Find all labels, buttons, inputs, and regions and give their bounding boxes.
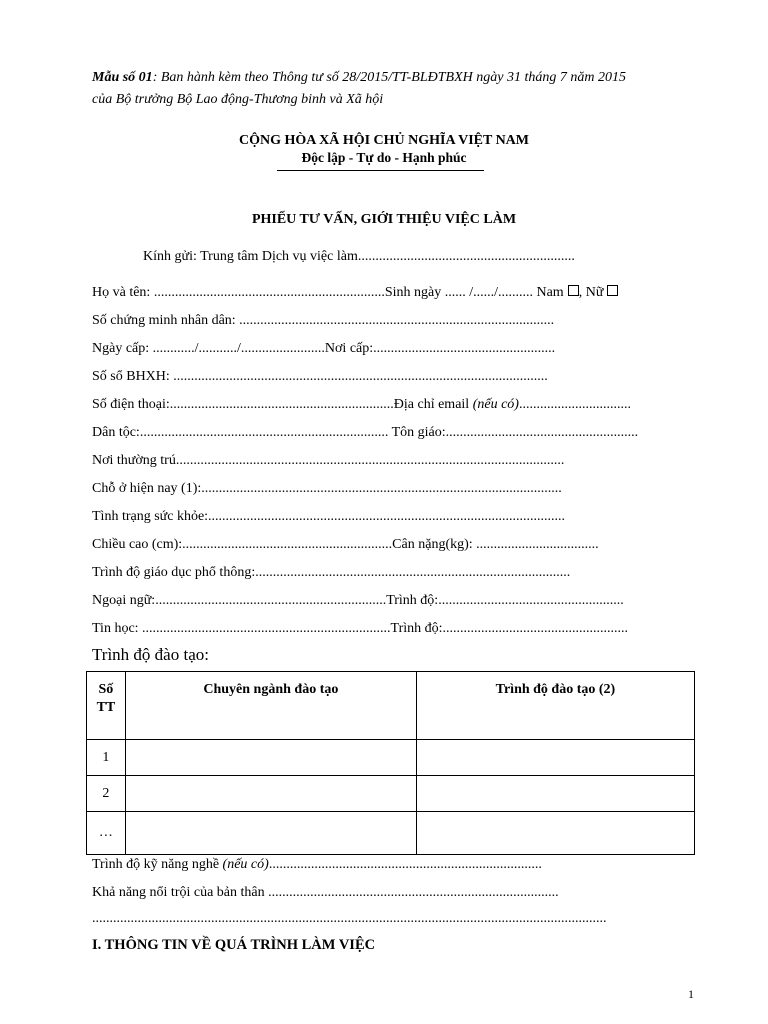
major-cell[interactable] (125, 776, 416, 812)
col-stt-line1: Số (98, 682, 114, 697)
field-id-number: Số chứng minh nhân dân: .......................................................................................... (92, 313, 555, 328)
level-cell[interactable] (416, 776, 694, 812)
addressee: Kính gửi: Trung tâm Dịch vụ việc làm.............................................................. (143, 249, 575, 264)
col-major-header: Chuyên ngành đào tạo (125, 672, 416, 740)
table-row (87, 740, 695, 776)
col-level-header: Trình độ đào tạo (2) (416, 672, 694, 740)
header-note-rest: : Ban hành kèm theo Thông tư số 28/2015/TT-BLĐTBXH ngày 31 tháng 7 năm 2015 (152, 70, 626, 85)
form-title: PHIẾU TƯ VẤN, GIỚI THIỆU VIỆC LÀM (251, 212, 517, 227)
field-blank-line: ................................................................................................................................................... (92, 911, 607, 926)
page-number: 1 (688, 987, 694, 1001)
col-stt-line2: TT (96, 700, 116, 715)
vocational-optional-note: (nếu có) (222, 857, 269, 872)
national-title: CỘNG HÒA XÃ HỘI CHỦ NGHĨA VIỆT NAM (238, 133, 529, 148)
field-issue: Ngày cấp: ............/.........../........................Nơi cấp:.................................................... (92, 341, 556, 356)
field-health: Tình trạng sức khỏe:...................................................................................................... (92, 509, 566, 524)
form-number: Mẫu số 01 (92, 70, 153, 85)
header-note-line1 (92, 70, 626, 86)
header-note-line2: của Bộ trưởng Bộ Lao động-Thương binh và Xã hội (92, 92, 384, 107)
motto-underline (277, 170, 484, 171)
field-social-insurance: Số sổ BHXH: ........................................................................................................... (92, 369, 548, 384)
field-vocational (92, 857, 542, 873)
field-computer: Tin học: .......................................................................Trình độ:..................................................... (92, 621, 629, 636)
female-label: , Nữ (578, 285, 604, 300)
row-number: 2 (87, 776, 126, 812)
field-height-weight: Chiều cao (cm):............................................................Cân nặng(kg): ................................... (92, 537, 599, 552)
field-current: Chỗ ở hiện nay (1):....................................................................................................... (92, 481, 562, 496)
row-number: … (87, 812, 126, 855)
field-vocational-label: Trình độ kỹ năng nghề (92, 857, 223, 872)
section-1-heading: I. THÔNG TIN VỀ QUÁ TRÌNH LÀM VIỆC (92, 937, 376, 953)
field-phone: Số điện thoại:................................................................Địa chỉ email (92, 397, 473, 412)
major-cell[interactable] (125, 812, 416, 855)
training-table (86, 671, 695, 855)
email-optional-note: (nếu có) (472, 397, 519, 412)
field-ethnicity: Dân tộc:....................................................................... Tôn giáo:....................................................... (92, 425, 639, 440)
field-phone-email (92, 397, 631, 413)
table-row (87, 812, 695, 855)
level-cell[interactable] (416, 740, 694, 776)
female-checkbox[interactable] (607, 285, 618, 296)
training-heading: Trình độ đào tạo: (92, 645, 209, 664)
male-checkbox[interactable] (568, 285, 579, 296)
field-name-row (92, 285, 618, 301)
field-permanent: Nơi thường trú............................................................................................................... (92, 453, 565, 468)
level-cell[interactable] (416, 812, 694, 855)
table-row (87, 776, 695, 812)
national-motto: Độc lập - Tự do - Hạnh phúc (301, 150, 467, 165)
field-name: Họ và tên: ..................................................................Sinh ngày ...... /....../.......... Nam (92, 285, 564, 300)
field-email-dots: ................................ (518, 397, 631, 412)
major-cell[interactable] (125, 740, 416, 776)
col-stt-header (87, 672, 126, 740)
row-number: 1 (87, 740, 126, 776)
field-education: Trình độ giáo dục phổ thông:.......................................................................................... (92, 565, 571, 580)
field-strengths: Khả năng nổi trội của bản thân ................................................................................... (92, 885, 559, 900)
table-header-row (87, 672, 695, 740)
field-vocational-dots: .............................................................................. (268, 857, 542, 872)
field-language: Ngoại ngữ:..................................................................Trình độ:..................................................... (92, 593, 624, 608)
